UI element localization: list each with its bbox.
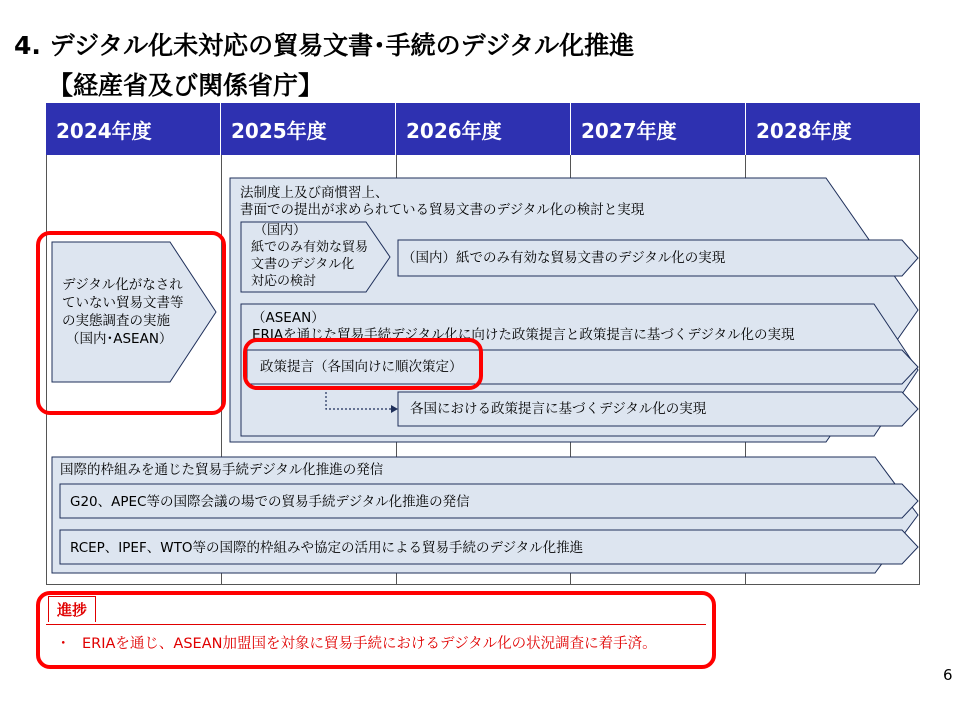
intl-header: 国際的枠組みを通じた貿易手続デジタル化推進の発信 xyxy=(60,462,384,478)
policy-highlight xyxy=(243,338,483,390)
year-header-2028: 2028年度 xyxy=(756,118,852,143)
asean-line1: （ASEAN） xyxy=(252,310,325,326)
progress-item xyxy=(56,632,657,653)
progress-label: 進捗 xyxy=(48,596,96,622)
asean-line2: ERIAを通じた貿易手続デジタル化に向けた政策提言と政策提言に基づくデジタル化の実現 xyxy=(252,327,795,343)
page-title-line1: 4. デジタル化未対応の貿易文書･手続のデジタル化推進 xyxy=(14,31,635,60)
intl-item-g20: G20、APEC等の国際会議の場での貿易手続デジタル化推進の発信 xyxy=(70,494,470,510)
survey-line4: （国内･ASEAN） xyxy=(66,331,173,347)
survey-line2: ていない貿易文書等 xyxy=(62,295,184,311)
domestic-study-line1: （国内） xyxy=(254,223,307,238)
bullet-icon: ・ xyxy=(56,636,71,652)
intl-item-rcep: RCEP、IPEF、WTO等の国際的枠組みや協定の活用による貿易手続のデジタル化推進 xyxy=(70,540,584,556)
progress-divider xyxy=(46,624,706,625)
survey-line3: の実態調査の実施 xyxy=(62,313,170,329)
legal-line1: 法制度上及び商慣習上、 xyxy=(240,185,389,201)
domestic-study-line2: 紙でのみ有効な貿易 xyxy=(251,240,369,255)
progress-highlight xyxy=(36,591,716,669)
year-header-2027: 2027年度 xyxy=(571,103,746,155)
year-header-2025: 2025年度 xyxy=(221,103,396,155)
legal-line2: 書面での提出が求められている貿易文書のデジタル化の検討と実現 xyxy=(240,202,645,218)
domestic-study-line4: 対応の検討 xyxy=(251,274,317,289)
policy-label: 政策提言（各国向けに順次策定） xyxy=(260,359,463,375)
domestic-study-line3: 文書のデジタル化 xyxy=(251,257,355,272)
policy-realize-label: 各国における政策提言に基づくデジタル化の実現 xyxy=(410,401,707,417)
page-number: 6 xyxy=(943,666,953,684)
progress-text: ERIAを通じ、ASEAN加盟国を対象に貿易手続におけるデジタル化の状況調査に着手済。 xyxy=(82,636,657,652)
survey-highlight xyxy=(36,231,226,415)
page-title-line2: 【経産省及び関係省庁】 xyxy=(48,71,324,100)
year-header-2024: 2024年度 xyxy=(46,103,221,155)
year-header-2026: 2026年度 xyxy=(396,103,571,155)
domestic-realize-label: （国内）紙でのみ有効な貿易文書のデジタル化の実現 xyxy=(402,250,726,266)
survey-line1: デジタル化がなされ xyxy=(62,277,183,293)
